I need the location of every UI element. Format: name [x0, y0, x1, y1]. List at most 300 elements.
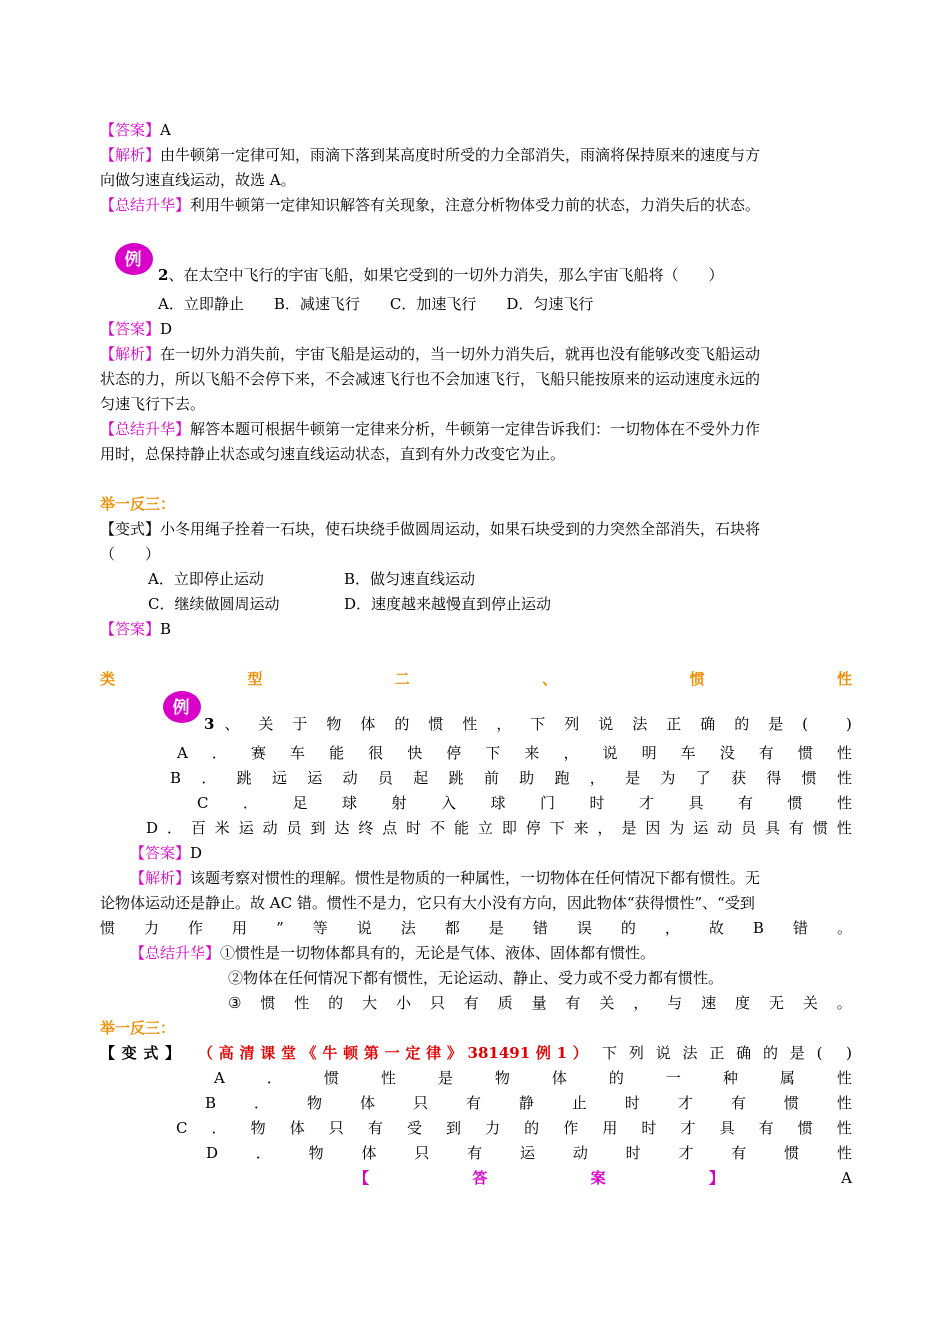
- text-glyph: ): [845, 715, 852, 733]
- text-glyph: 法: [400, 919, 416, 937]
- text-glyph: 性: [836, 744, 852, 762]
- question-text: 、在太空中飞行的宇宙飞船，如果它受到的一切外力消失，那么宇宙飞船将（ ）: [168, 266, 724, 284]
- text-glyph: 物: [306, 1094, 322, 1112]
- answer-tag: 【答案】: [100, 320, 161, 338]
- text-glyph: 【: [100, 1044, 116, 1062]
- variant-tag: [100, 1043, 180, 1063]
- text-glyph: 有: [463, 994, 479, 1012]
- text-glyph: 】: [164, 1044, 180, 1062]
- analysis-tag: 【解析】: [100, 345, 161, 363]
- analysis-line-4b: 论物体运动还是静止。故 AC 错。惯性不是力，它只有大小没有方向，因此物体“获得惯性”、“受到: [100, 894, 755, 912]
- text-glyph: 是: [768, 715, 784, 733]
- text-glyph: 案: [590, 1169, 606, 1187]
- text-glyph: 有: [730, 1094, 746, 1112]
- text-glyph: 力: [485, 1119, 501, 1137]
- text-glyph: 法: [682, 1044, 698, 1062]
- text-glyph: D: [206, 1144, 219, 1162]
- text-glyph: 性: [836, 1119, 852, 1137]
- text-glyph: A: [177, 744, 188, 762]
- variant-option-b: [205, 1093, 852, 1113]
- text-glyph: ): [846, 1044, 852, 1062]
- question-text: [224, 714, 852, 734]
- analysis-line-1b: 向做匀速直线运动，故选 A。: [100, 171, 296, 189]
- text-glyph: ．: [166, 819, 182, 837]
- text-glyph: 】: [708, 1169, 724, 1187]
- text-glyph: 动: [717, 819, 733, 837]
- text-glyph: 下: [602, 1044, 618, 1062]
- text-glyph: ，: [589, 769, 605, 787]
- answer-value: D: [190, 844, 203, 862]
- summary-line-1: [100, 195, 852, 215]
- text-glyph: 没: [719, 744, 735, 762]
- text-glyph: 高: [218, 1044, 234, 1062]
- text-glyph: 动: [572, 1144, 588, 1162]
- text-glyph: 确: [700, 715, 716, 733]
- text-glyph: 来: [524, 744, 540, 762]
- text-glyph: 为: [669, 819, 685, 837]
- text-glyph: 球: [490, 794, 506, 812]
- text-glyph: 足: [292, 794, 308, 812]
- analysis-tag: 【解析】: [130, 869, 191, 887]
- text-glyph: 作: [563, 1119, 579, 1137]
- variant-text: [602, 1043, 852, 1063]
- text-glyph: 时: [641, 1119, 657, 1137]
- text-glyph: 因: [645, 819, 661, 837]
- text-glyph: 射: [391, 794, 407, 812]
- text-glyph: 量: [531, 994, 547, 1012]
- option-d: D．速度越来越慢直到停止运动: [344, 595, 552, 613]
- summary-tag: 【总结升华】: [100, 420, 191, 438]
- text-glyph: 1: [556, 1044, 568, 1062]
- text-glyph: ．: [254, 1094, 270, 1112]
- text-glyph: 只: [328, 1119, 344, 1137]
- text-glyph: 正: [666, 715, 682, 733]
- text-glyph: 作: [188, 919, 204, 937]
- text-glyph: 堂: [280, 1044, 296, 1062]
- text-glyph: 质: [497, 994, 513, 1012]
- text-glyph: 。: [836, 994, 852, 1012]
- example-badge-icon: [160, 688, 206, 726]
- answer-line-4: [130, 843, 882, 863]
- text-glyph: 误: [576, 919, 592, 937]
- answer-value: A: [841, 1169, 852, 1187]
- text-glyph: 车: [290, 744, 306, 762]
- text-glyph: A: [214, 1069, 225, 1087]
- variant-question-2: [100, 1043, 852, 1063]
- text-glyph: 、: [224, 715, 240, 733]
- text-glyph: 只: [412, 1094, 428, 1112]
- text-glyph: 起: [413, 769, 429, 787]
- text-glyph: 二: [394, 670, 410, 688]
- text-glyph: 来: [573, 819, 589, 837]
- text-glyph: 时: [625, 1144, 641, 1162]
- text-glyph: ，: [664, 919, 680, 937]
- text-glyph: ”: [276, 919, 284, 937]
- text-glyph: 关: [599, 994, 615, 1012]
- text-glyph: 远: [271, 769, 287, 787]
- text-glyph: ，: [633, 994, 649, 1012]
- text-glyph: 具: [764, 819, 780, 837]
- text-glyph: 有: [737, 794, 753, 812]
- text-glyph: 正: [709, 1044, 725, 1062]
- text-glyph: 大: [362, 994, 378, 1012]
- text-glyph: 列: [564, 715, 580, 733]
- text-glyph: 381491: [467, 1044, 531, 1062]
- text-glyph: 是: [621, 819, 637, 837]
- text-glyph: ．: [266, 1069, 282, 1087]
- text-glyph: 的: [394, 715, 410, 733]
- variant-tag: 【变式】: [100, 520, 161, 538]
- text-glyph: 与: [667, 994, 683, 1012]
- example2-options: A．立即静止 B．减速飞行 C．加速飞行 D．匀速飞行: [158, 295, 594, 313]
- text-glyph: ．: [242, 794, 258, 812]
- text-glyph: 例: [535, 1044, 551, 1062]
- text-glyph: 不: [430, 819, 446, 837]
- summary-line-2a: [100, 419, 852, 439]
- text-glyph: 动: [342, 769, 358, 787]
- text-glyph: 运: [307, 769, 323, 787]
- text-glyph: 律: [426, 1044, 442, 1062]
- text-glyph: 错: [792, 919, 808, 937]
- variant-option-c: [176, 1118, 852, 1138]
- example3-option-c: [197, 793, 852, 813]
- answer-line-2: [100, 319, 852, 339]
- text-glyph: 惯: [784, 1144, 800, 1162]
- text-glyph: 只: [414, 1144, 430, 1162]
- text-glyph: 用: [602, 1119, 618, 1137]
- answer-tag: 【答案】: [100, 620, 161, 638]
- text-glyph: 米: [214, 819, 230, 837]
- text-glyph: 有: [467, 1144, 483, 1162]
- text-glyph: 点: [382, 819, 398, 837]
- text-glyph: ．: [255, 1144, 271, 1162]
- text-glyph: 运: [693, 819, 709, 837]
- variant-question-1: [100, 519, 852, 539]
- text-glyph: B: [752, 919, 764, 937]
- text-glyph: 性: [294, 994, 310, 1012]
- analysis-line-4a: [130, 868, 852, 888]
- text-glyph: 运: [238, 819, 254, 837]
- analysis-text: 该题考察对惯性的理解。惯性是物质的一种属性，一切物体在任何情况下都有惯性。无: [190, 869, 761, 887]
- text-glyph: （: [198, 1044, 214, 1062]
- text-glyph: 小: [395, 994, 411, 1012]
- text-glyph: 时: [589, 794, 605, 812]
- text-glyph: 是: [625, 769, 641, 787]
- text-glyph: 性: [836, 1144, 852, 1162]
- text-glyph: 性: [836, 1094, 852, 1112]
- text-glyph: 前: [483, 769, 499, 787]
- text-glyph: 清: [239, 1044, 255, 1062]
- text-glyph: 百: [190, 819, 206, 837]
- text-glyph: 下: [485, 744, 501, 762]
- text-glyph: 立: [477, 819, 493, 837]
- answer-line-1: [100, 120, 852, 140]
- text-glyph: 的: [620, 919, 636, 937]
- text-glyph: 于: [292, 715, 308, 733]
- analysis-text: 由牛顿第一定律可知，雨滴下落到某高度时所受的力全部消失，雨滴将保持原来的速度与方: [160, 146, 761, 164]
- text-glyph: 故: [708, 919, 724, 937]
- text-glyph: 惯: [783, 1094, 799, 1112]
- example-number: 3: [204, 715, 215, 733]
- summary-line-2b: 用时，总保持静止状态或匀速直线运动状态，直到有外力改变它为止。: [100, 445, 566, 463]
- text-glyph: 说: [602, 744, 618, 762]
- text-glyph: 即: [501, 819, 517, 837]
- text-glyph: 时: [406, 819, 422, 837]
- text-glyph: 是: [437, 1069, 453, 1087]
- text-glyph: 惯: [801, 769, 817, 787]
- text-glyph: 快: [407, 744, 423, 762]
- text-glyph: 错: [532, 919, 548, 937]
- variant-source: [198, 1043, 588, 1063]
- text-glyph: 有: [367, 1119, 383, 1137]
- text-glyph: 入: [440, 794, 456, 812]
- text-glyph: 【: [354, 1169, 370, 1187]
- text-glyph: 》: [446, 1044, 462, 1062]
- text-glyph: 员: [286, 819, 302, 837]
- text-glyph: 体: [359, 1094, 375, 1112]
- text-glyph: 有: [788, 819, 804, 837]
- summary-line-4a: [130, 943, 882, 963]
- text-glyph: ．: [201, 769, 217, 787]
- text-glyph: 牛: [322, 1044, 338, 1062]
- text-glyph: 才: [677, 1094, 693, 1112]
- text-glyph: 用: [232, 919, 248, 937]
- text-glyph: 能: [329, 744, 345, 762]
- text-glyph: 物: [494, 1069, 510, 1087]
- text-glyph: 跳: [236, 769, 252, 787]
- text-glyph: 停: [446, 744, 462, 762]
- analysis-line-2b: 状态的力，所以飞船不会停下来，不会减速飞行也不会加速飞行，飞船只能按原来的运动速度永远的: [100, 370, 761, 388]
- badge-char: 例: [124, 250, 142, 270]
- text-glyph: 跳: [448, 769, 464, 787]
- text-glyph: 下: [549, 819, 565, 837]
- text-glyph: 的: [328, 994, 344, 1012]
- text-glyph: 性: [836, 769, 852, 787]
- text-glyph: D: [146, 819, 159, 837]
- text-glyph: 说: [598, 715, 614, 733]
- example3-option-d: [146, 818, 852, 838]
- text-glyph: 一: [665, 1069, 681, 1087]
- analysis-text: 在一切外力消失前，宇宙飞船是运动的，当一切外力消失后，就再也没有能够改变飞船运动: [160, 345, 761, 363]
- text-glyph: (: [802, 715, 809, 733]
- text-glyph: 惯: [812, 819, 828, 837]
- summary-line-4b: ②物体在任何情况下都有惯性，无论运动、静止、受力或不受力都有惯性。: [228, 969, 724, 987]
- text-glyph: 有: [465, 1094, 481, 1112]
- text-glyph: 是: [488, 919, 504, 937]
- text-glyph: 《: [301, 1044, 317, 1062]
- badge-char: 例: [172, 698, 190, 718]
- text-glyph: 惯: [100, 919, 116, 937]
- text-glyph: 才: [678, 1144, 694, 1162]
- analysis-tag: 【解析】: [100, 146, 161, 164]
- example-number: 2: [158, 266, 169, 284]
- text-glyph: 受: [406, 1119, 422, 1137]
- answer-value: D: [160, 320, 173, 338]
- text-glyph: 变: [121, 1044, 137, 1062]
- answer-value: B: [160, 620, 172, 638]
- text-glyph: B: [170, 769, 182, 787]
- variant-option-d: [206, 1143, 852, 1163]
- text-glyph: ）: [572, 1044, 588, 1062]
- text-glyph: 物: [326, 715, 342, 733]
- juyi-heading-1: 举一反三：: [100, 495, 176, 513]
- text-glyph: 确: [736, 1044, 752, 1062]
- text-glyph: 性: [836, 819, 852, 837]
- text-glyph: ．: [211, 744, 227, 762]
- summary-text: 利用牛顿第一定律知识解答有关现象，注意分析物体受力前的状态，力消失后的状态。: [190, 196, 761, 214]
- text-glyph: 获: [731, 769, 747, 787]
- text-glyph: 有: [565, 994, 581, 1012]
- text-glyph: 能: [454, 819, 470, 837]
- text-glyph: 员: [377, 769, 393, 787]
- answer-value: A: [160, 121, 171, 139]
- text-glyph: 只: [429, 994, 445, 1012]
- text-glyph: 终: [358, 819, 374, 837]
- text-glyph: 体: [289, 1119, 305, 1137]
- text-glyph: 时: [624, 1094, 640, 1112]
- text-glyph: 运: [519, 1144, 535, 1162]
- text-glyph: 性: [462, 715, 478, 733]
- text-glyph: 球: [341, 794, 357, 812]
- text-glyph: 、: [542, 670, 558, 688]
- summary-tag: 【总结升华】: [100, 196, 191, 214]
- text-glyph: 了: [695, 769, 711, 787]
- summary-line-4c: [228, 993, 852, 1013]
- text-glyph: 定: [405, 1044, 421, 1062]
- text-glyph: 的: [762, 1044, 778, 1062]
- text-glyph: 属: [779, 1069, 795, 1087]
- text-glyph: 门: [539, 794, 555, 812]
- text-glyph: 都: [444, 919, 460, 937]
- text-glyph: 跑: [554, 769, 570, 787]
- answer-tag: 【答案】: [130, 844, 191, 862]
- text-glyph: 惯: [260, 994, 276, 1012]
- text-glyph: 到: [446, 1119, 462, 1137]
- text-glyph: 关: [258, 715, 274, 733]
- text-glyph: 停: [525, 819, 541, 837]
- text-glyph: 力: [144, 919, 160, 937]
- text-glyph: 速: [701, 994, 717, 1012]
- text-glyph: B: [205, 1094, 217, 1112]
- text-glyph: 动: [262, 819, 278, 837]
- summary-text: 解答本题可根据牛顿第一定律来分析，牛顿第一定律告诉我们：一切物体在不受外力作: [190, 420, 761, 438]
- text-glyph: 才: [638, 794, 654, 812]
- text-glyph: 的: [524, 1119, 540, 1137]
- text-glyph: C: [176, 1119, 188, 1137]
- text-glyph: 得: [766, 769, 782, 787]
- analysis-line-1a: [100, 145, 852, 165]
- text-glyph: 。: [836, 919, 852, 937]
- text-glyph: 顿: [343, 1044, 359, 1062]
- text-glyph: (: [816, 1044, 823, 1062]
- text-glyph: 性: [836, 794, 852, 812]
- text-glyph: 关: [802, 994, 818, 1012]
- text-glyph: 物: [308, 1144, 324, 1162]
- text-glyph: 性: [836, 670, 852, 688]
- text-glyph: 说: [356, 919, 372, 937]
- text-glyph: 无: [768, 994, 784, 1012]
- text-glyph: 体: [361, 1144, 377, 1162]
- juyi-heading-2: 举一反三：: [100, 1019, 176, 1037]
- text-glyph: 明: [641, 744, 657, 762]
- text-glyph: 等: [312, 919, 328, 937]
- text-glyph: 惯: [797, 744, 813, 762]
- text-glyph: 下: [530, 715, 546, 733]
- text-glyph: ③: [228, 994, 242, 1012]
- text-glyph: 有: [758, 744, 774, 762]
- text-glyph: 度: [735, 994, 751, 1012]
- answer-line-3: [100, 619, 852, 639]
- text-glyph: 达: [334, 819, 350, 837]
- analysis-line-4c: [100, 918, 852, 938]
- text-glyph: 法: [632, 715, 648, 733]
- example3-question: [204, 714, 852, 734]
- text-glyph: 很: [368, 744, 384, 762]
- text-glyph: 惯: [787, 794, 803, 812]
- answer-tag: [354, 1168, 724, 1188]
- text-glyph: 有: [731, 1144, 747, 1162]
- summary-tag: 【总结升华】: [130, 944, 221, 962]
- variant-text: 小冬用绳子拴着一石块，使石块绕手做圆周运动，如果石块受到的力突然全部消失，石块将: [160, 520, 761, 538]
- variant-question-1b: （ ）: [100, 545, 161, 563]
- option-c: C．继续做圆周运动: [148, 595, 280, 613]
- text-glyph: 的: [608, 1069, 624, 1087]
- text-glyph: C: [197, 794, 209, 812]
- analysis-line-2a: [100, 344, 852, 364]
- text-glyph: 性: [380, 1069, 396, 1087]
- text-glyph: ，: [597, 819, 613, 837]
- text-glyph: 静: [518, 1094, 534, 1112]
- text-glyph: 具: [719, 1119, 735, 1137]
- text-glyph: 才: [680, 1119, 696, 1137]
- text-glyph: 物: [250, 1119, 266, 1137]
- text-glyph: 类: [100, 670, 116, 688]
- answer-tag: 【答案】: [100, 121, 161, 139]
- text-glyph: 赛: [250, 744, 266, 762]
- text-glyph: 种: [722, 1069, 738, 1087]
- example-badge-icon: [112, 240, 158, 278]
- text-glyph: 性: [836, 1069, 852, 1087]
- variant-option-a: [214, 1068, 852, 1088]
- text-glyph: 体: [360, 715, 376, 733]
- example3-option-a: [177, 743, 852, 763]
- text-glyph: 助: [519, 769, 535, 787]
- text-glyph: 列: [628, 1044, 644, 1062]
- analysis-line-2c: 匀速飞行下去。: [100, 395, 206, 413]
- text-glyph: 是: [789, 1044, 805, 1062]
- text-glyph: 说: [655, 1044, 671, 1062]
- text-glyph: 一: [384, 1044, 400, 1062]
- text-glyph: ．: [211, 1119, 227, 1137]
- example3-option-b: [170, 768, 852, 788]
- text-glyph: 有: [758, 1119, 774, 1137]
- text-glyph: 车: [680, 744, 696, 762]
- text-glyph: 为: [660, 769, 676, 787]
- text-glyph: 惯: [428, 715, 444, 733]
- text-glyph: 体: [551, 1069, 567, 1087]
- section-heading-type2: [100, 669, 852, 689]
- option-a: A．立即停止运动: [148, 570, 264, 588]
- text-glyph: 具: [688, 794, 704, 812]
- summary-text: ①惯性是一切物体都具有的，无论是气体、液体、固体都有惯性。: [220, 944, 656, 962]
- example2-question: [158, 265, 852, 285]
- text-glyph: 惯: [689, 670, 705, 688]
- text-glyph: 的: [734, 715, 750, 733]
- option-b: B．做匀速直线运动: [344, 570, 476, 588]
- text-glyph: ，: [496, 715, 512, 733]
- text-glyph: 惯: [323, 1069, 339, 1087]
- text-glyph: 型: [247, 670, 263, 688]
